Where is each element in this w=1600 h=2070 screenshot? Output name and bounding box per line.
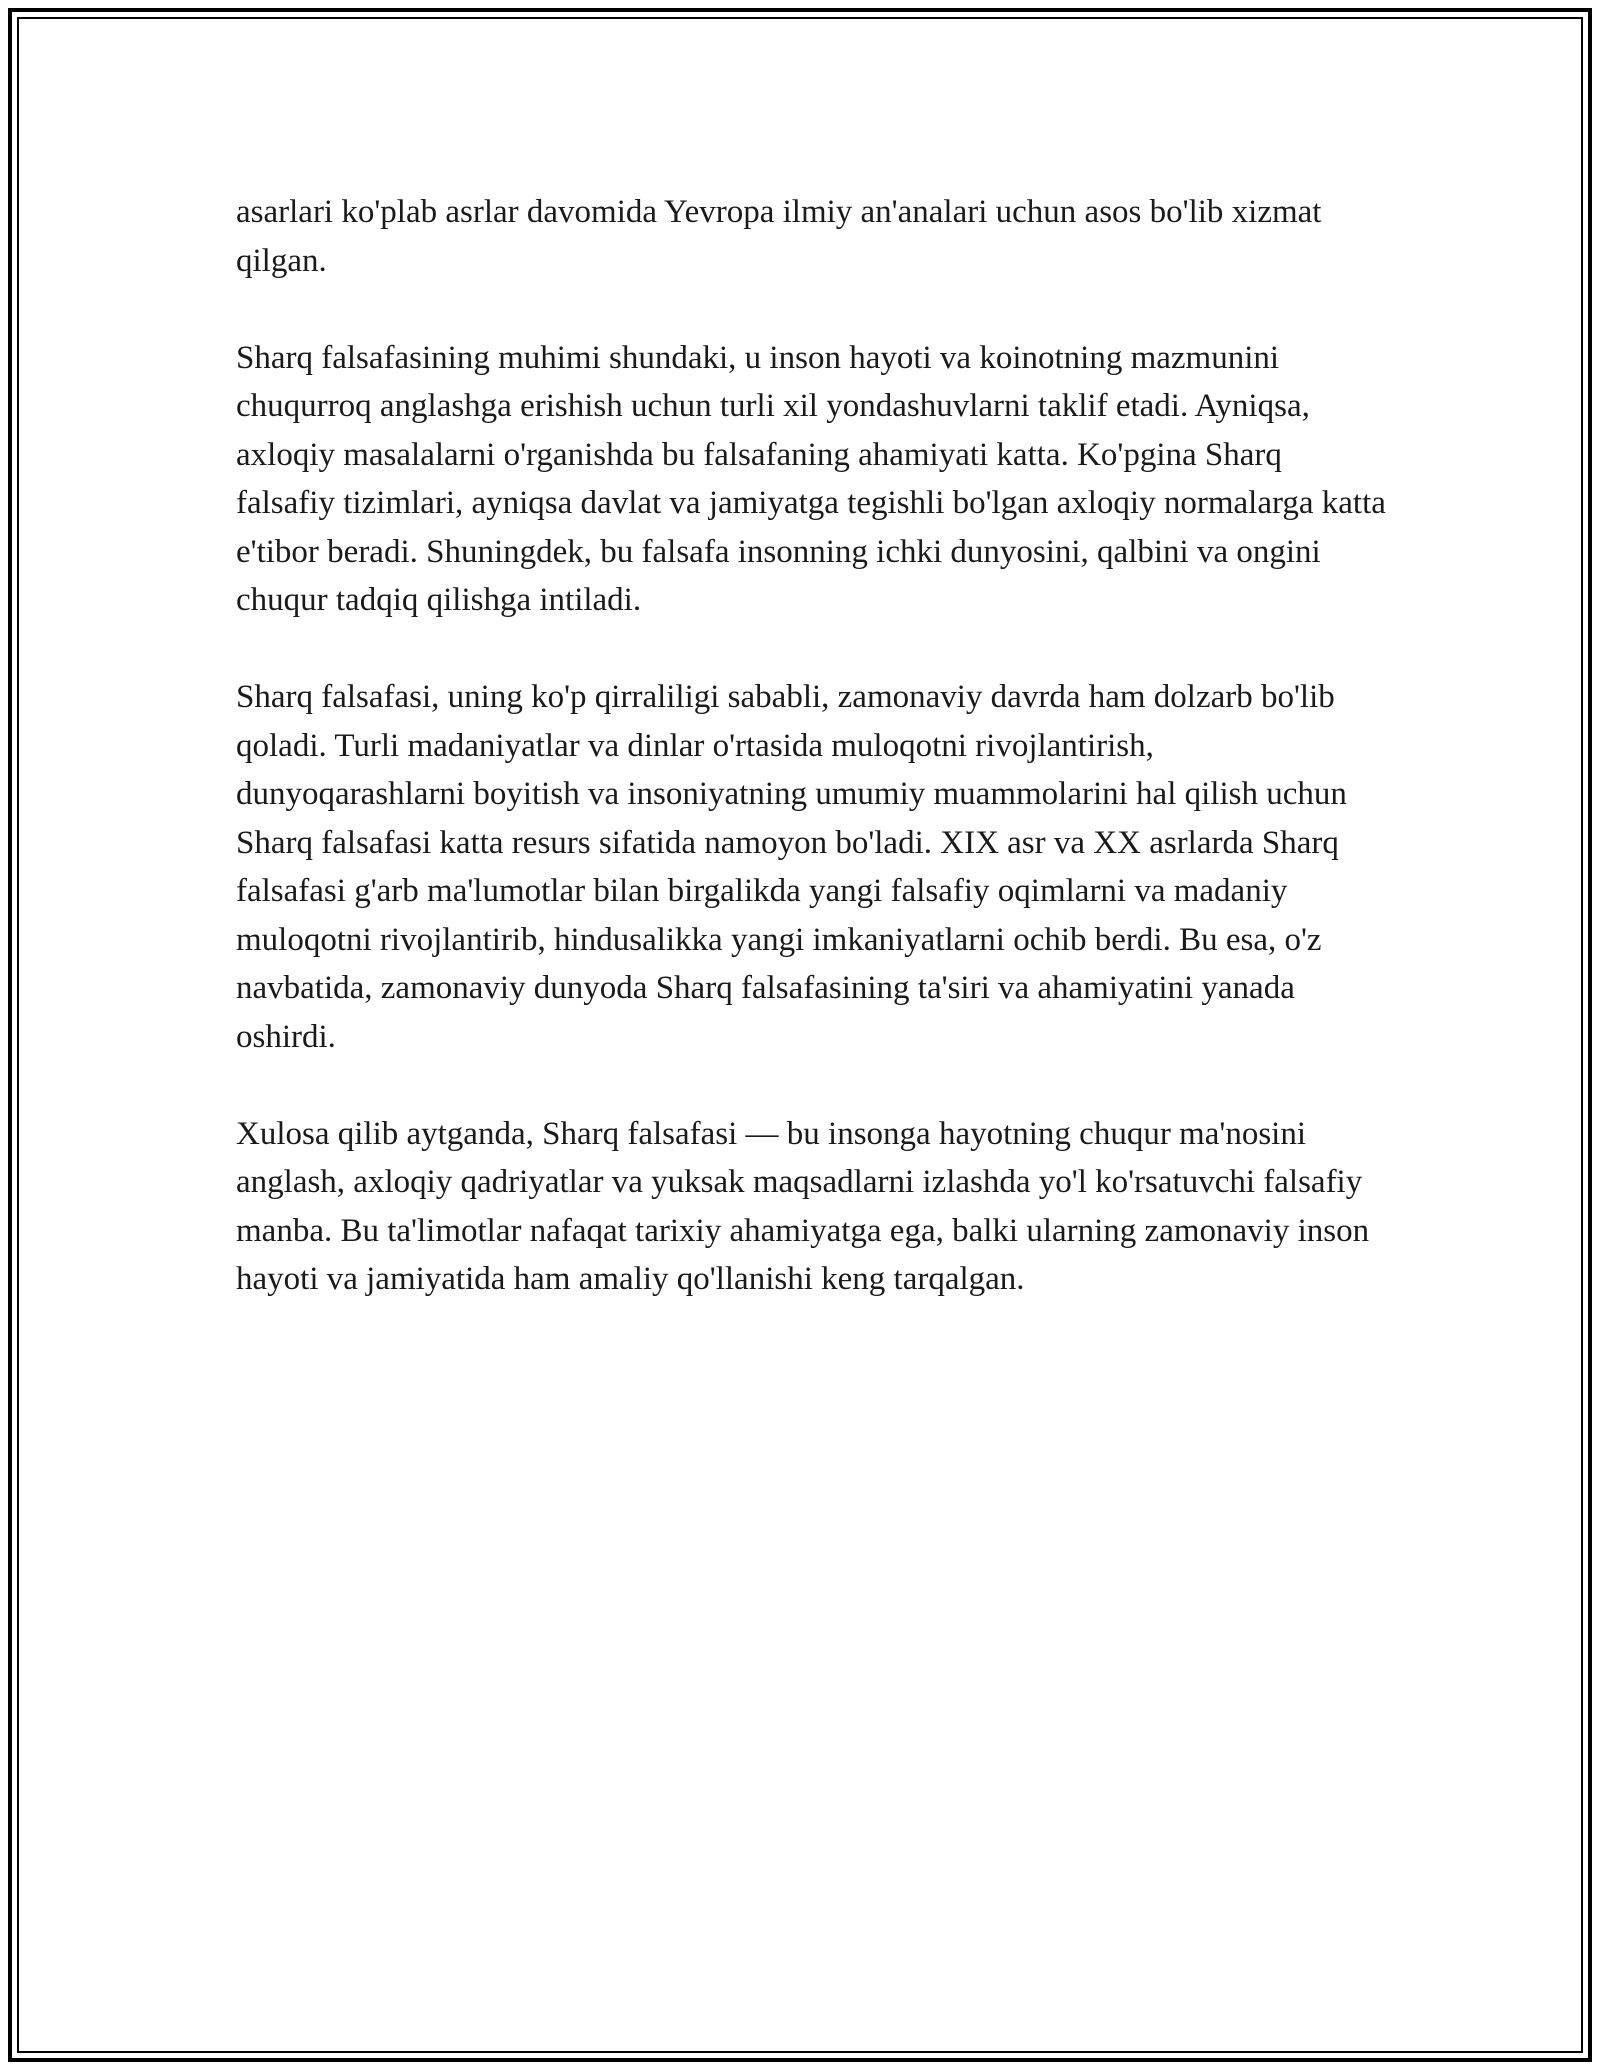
document-body (236, 188, 1386, 1352)
paragraph: asarlari ko'plab asrlar davomida Yevropa ilmiy an'analari uchun asos bo'lib xizmat qilgan. (236, 194, 1322, 279)
paragraph: Xulosa qilib aytganda, Sharq falsafasi — bu insonga hayotning chuqur ma'nosini anglash, axloqiy qadriyatlar va yuksak maqsadlarni izlashda yo'l ko'rsatuvchi falsafiy manba. Bu ta'limotlar nafaqat tarixiy ahamiyatga ega, balki ularning zamonaviy inson hayoti va jamiyatida ham amaliy qo'llanishi keng tarqalgan. (236, 1115, 1370, 1297)
paragraph: Sharq falsafasi, uning ko'p qirraliligi sababli, zamonaviy davrda ham dolzarb bo'lib qoladi. Turli madaniyatlar va dinlar o'rtasida muloqotni rivojlantirish, dunyoqarashlarni boyitish va insoniyatning umumiy muammolarini hal qilish uchun Sharq falsafasi katta resurs sifatida namoyon bo'ladi. XIX asr va XX asrlarda Sharq falsafasi g'arb ma'lumotlar bilan birgalikda yangi falsafiy oqimlarni va madaniy muloqotni rivojlantirib, hindusalikka yangi imkaniyatlarni ochib berdi. Bu esa, o'z navbatida, zamonaviy dunyoda Sharq falsafasining ta'siri va ahamiyatini yanada oshirdi. (236, 679, 1347, 1055)
paragraph: Sharq falsafasining muhimi shundaki, u inson hayoti va koinotning mazmunini chuqurroq anglashga erishish uchun turli xil yondashuvlarni taklif etadi. Ayniqsa, axloqiy masalalarni o'rganishda bu falsafaning ahamiyati katta. Ko'pgina Sharq falsafiy tizimlari, ayniqsa davlat va jamiyatga tegishli bo'lgan axloqiy normalarga katta e'tibor beradi. Shuningdek, bu falsafa insonning ichki dunyosini, qalbini va ongini chuqur tadqiq qilishga intiladi. (236, 339, 1386, 618)
